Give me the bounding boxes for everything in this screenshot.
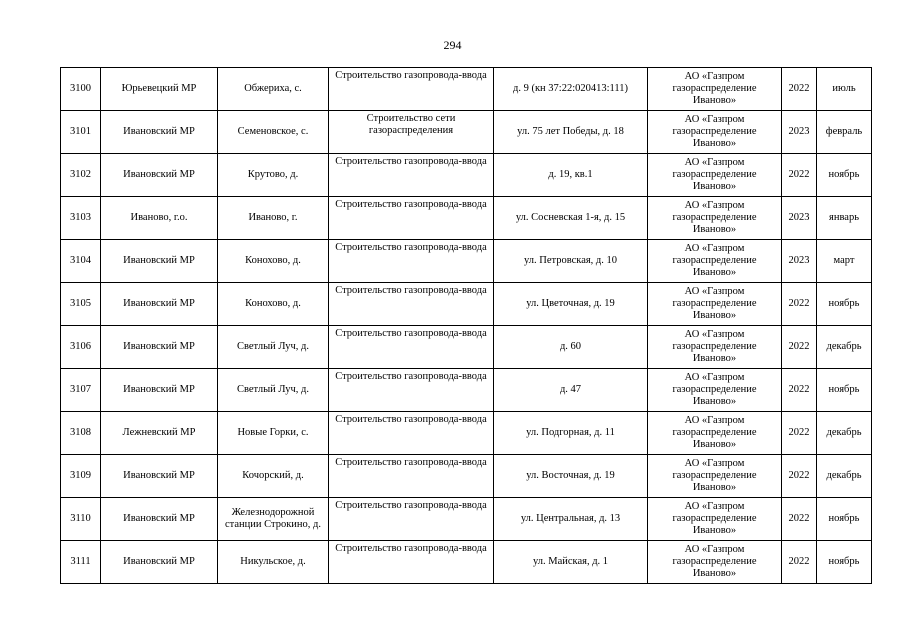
row-locality: Конохово, д. <box>218 240 329 283</box>
row-district: Иваново, г.о. <box>101 197 218 240</box>
row-organization: АО «Газпром газораспределение Иваново» <box>648 197 782 240</box>
row-work-type: Строительство газопровода-ввода <box>329 498 494 541</box>
table-row <box>61 455 872 498</box>
row-organization: АО «Газпром газораспределение Иваново» <box>648 154 782 197</box>
row-organization: АО «Газпром газораспределение Иваново» <box>648 283 782 326</box>
row-number: 3102 <box>61 154 101 197</box>
row-organization: АО «Газпром газораспределение Иваново» <box>648 498 782 541</box>
row-work-type: Строительство газопровода-ввода <box>329 541 494 584</box>
row-number: 3106 <box>61 326 101 369</box>
table-row <box>61 369 872 412</box>
table-row <box>61 111 872 154</box>
table-row <box>61 197 872 240</box>
row-year: 2022 <box>782 283 817 326</box>
row-locality: Обжериха, с. <box>218 68 329 111</box>
row-locality: Семеновское, с. <box>218 111 329 154</box>
row-number: 3109 <box>61 455 101 498</box>
row-year: 2022 <box>782 412 817 455</box>
row-locality: Железнодорожной станции Строкино, д. <box>218 498 329 541</box>
row-month: март <box>817 240 872 283</box>
row-work-type: Строительство газопровода-ввода <box>329 197 494 240</box>
row-district: Ивановский МР <box>101 283 218 326</box>
row-work-type: Строительство газопровода-ввода <box>329 240 494 283</box>
row-number: 3103 <box>61 197 101 240</box>
row-month: ноябрь <box>817 369 872 412</box>
row-number: 3108 <box>61 412 101 455</box>
row-year: 2022 <box>782 455 817 498</box>
row-locality: Кочорский, д. <box>218 455 329 498</box>
table-row <box>61 283 872 326</box>
row-work-type: Строительство сети газораспределения <box>329 111 494 154</box>
row-address: ул. Центральная, д. 13 <box>494 498 648 541</box>
row-locality: Светлый Луч, д. <box>218 326 329 369</box>
row-address: ул. Цветочная, д. 19 <box>494 283 648 326</box>
row-number: 3111 <box>61 541 101 584</box>
row-number: 3100 <box>61 68 101 111</box>
row-number: 3105 <box>61 283 101 326</box>
row-work-type: Строительство газопровода-ввода <box>329 455 494 498</box>
table-row <box>61 154 872 197</box>
row-number: 3107 <box>61 369 101 412</box>
row-district: Ивановский МР <box>101 326 218 369</box>
row-year: 2023 <box>782 240 817 283</box>
row-month: ноябрь <box>817 283 872 326</box>
row-number: 3104 <box>61 240 101 283</box>
row-organization: АО «Газпром газораспределение Иваново» <box>648 68 782 111</box>
row-district: Ивановский МР <box>101 541 218 584</box>
table-row <box>61 412 872 455</box>
row-month: ноябрь <box>817 498 872 541</box>
row-organization: АО «Газпром газораспределение Иваново» <box>648 412 782 455</box>
table-row <box>61 240 872 283</box>
row-district: Лежневский МР <box>101 412 218 455</box>
row-organization: АО «Газпром газораспределение Иваново» <box>648 455 782 498</box>
row-district: Ивановский МР <box>101 369 218 412</box>
gasification-table <box>60 67 872 584</box>
row-month: февраль <box>817 111 872 154</box>
row-organization: АО «Газпром газораспределение Иваново» <box>648 369 782 412</box>
row-district: Юрьевецкий МР <box>101 68 218 111</box>
row-year: 2023 <box>782 197 817 240</box>
row-organization: АО «Газпром газораспределение Иваново» <box>648 326 782 369</box>
row-year: 2022 <box>782 541 817 584</box>
table-body <box>61 68 872 584</box>
table-row <box>61 326 872 369</box>
row-month: декабрь <box>817 455 872 498</box>
row-address: ул. 75 лет Победы, д. 18 <box>494 111 648 154</box>
row-address: ул. Петровская, д. 10 <box>494 240 648 283</box>
row-district: Ивановский МР <box>101 240 218 283</box>
row-work-type: Строительство газопровода-ввода <box>329 154 494 197</box>
row-address: д. 19, кв.1 <box>494 154 648 197</box>
row-district: Ивановский МР <box>101 154 218 197</box>
row-month: декабрь <box>817 326 872 369</box>
row-locality: Светлый Луч, д. <box>218 369 329 412</box>
row-district: Ивановский МР <box>101 498 218 541</box>
row-locality: Никульское, д. <box>218 541 329 584</box>
row-address: ул. Восточная, д. 19 <box>494 455 648 498</box>
row-district: Ивановский МР <box>101 455 218 498</box>
row-address: ул. Сосневская 1-я, д. 15 <box>494 197 648 240</box>
row-address: ул. Подгорная, д. 11 <box>494 412 648 455</box>
row-year: 2023 <box>782 111 817 154</box>
row-year: 2022 <box>782 326 817 369</box>
row-number: 3101 <box>61 111 101 154</box>
row-locality: Иваново, г. <box>218 197 329 240</box>
table-row <box>61 68 872 111</box>
row-month: январь <box>817 197 872 240</box>
row-address: д. 47 <box>494 369 648 412</box>
row-year: 2022 <box>782 154 817 197</box>
row-address: ул. Майская, д. 1 <box>494 541 648 584</box>
row-locality: Конохово, д. <box>218 283 329 326</box>
row-address: д. 9 (кн 37:22:020413:111) <box>494 68 648 111</box>
row-work-type: Строительство газопровода-ввода <box>329 68 494 111</box>
row-work-type: Строительство газопровода-ввода <box>329 369 494 412</box>
row-year: 2022 <box>782 498 817 541</box>
row-locality: Крутово, д. <box>218 154 329 197</box>
row-work-type: Строительство газопровода-ввода <box>329 283 494 326</box>
row-month: июль <box>817 68 872 111</box>
row-work-type: Строительство газопровода-ввода <box>329 412 494 455</box>
row-year: 2022 <box>782 68 817 111</box>
row-organization: АО «Газпром газораспределение Иваново» <box>648 541 782 584</box>
table-row <box>61 541 872 584</box>
row-organization: АО «Газпром газораспределение Иваново» <box>648 240 782 283</box>
row-number: 3110 <box>61 498 101 541</box>
row-month: декабрь <box>817 412 872 455</box>
table-row <box>61 498 872 541</box>
page-number: 294 <box>443 38 462 52</box>
row-work-type: Строительство газопровода-ввода <box>329 326 494 369</box>
row-locality: Новые Горки, с. <box>218 412 329 455</box>
row-district: Ивановский МР <box>101 111 218 154</box>
row-month: ноябрь <box>817 154 872 197</box>
row-address: д. 60 <box>494 326 648 369</box>
row-month: ноябрь <box>817 541 872 584</box>
row-year: 2022 <box>782 369 817 412</box>
row-organization: АО «Газпром газораспределение Иваново» <box>648 111 782 154</box>
